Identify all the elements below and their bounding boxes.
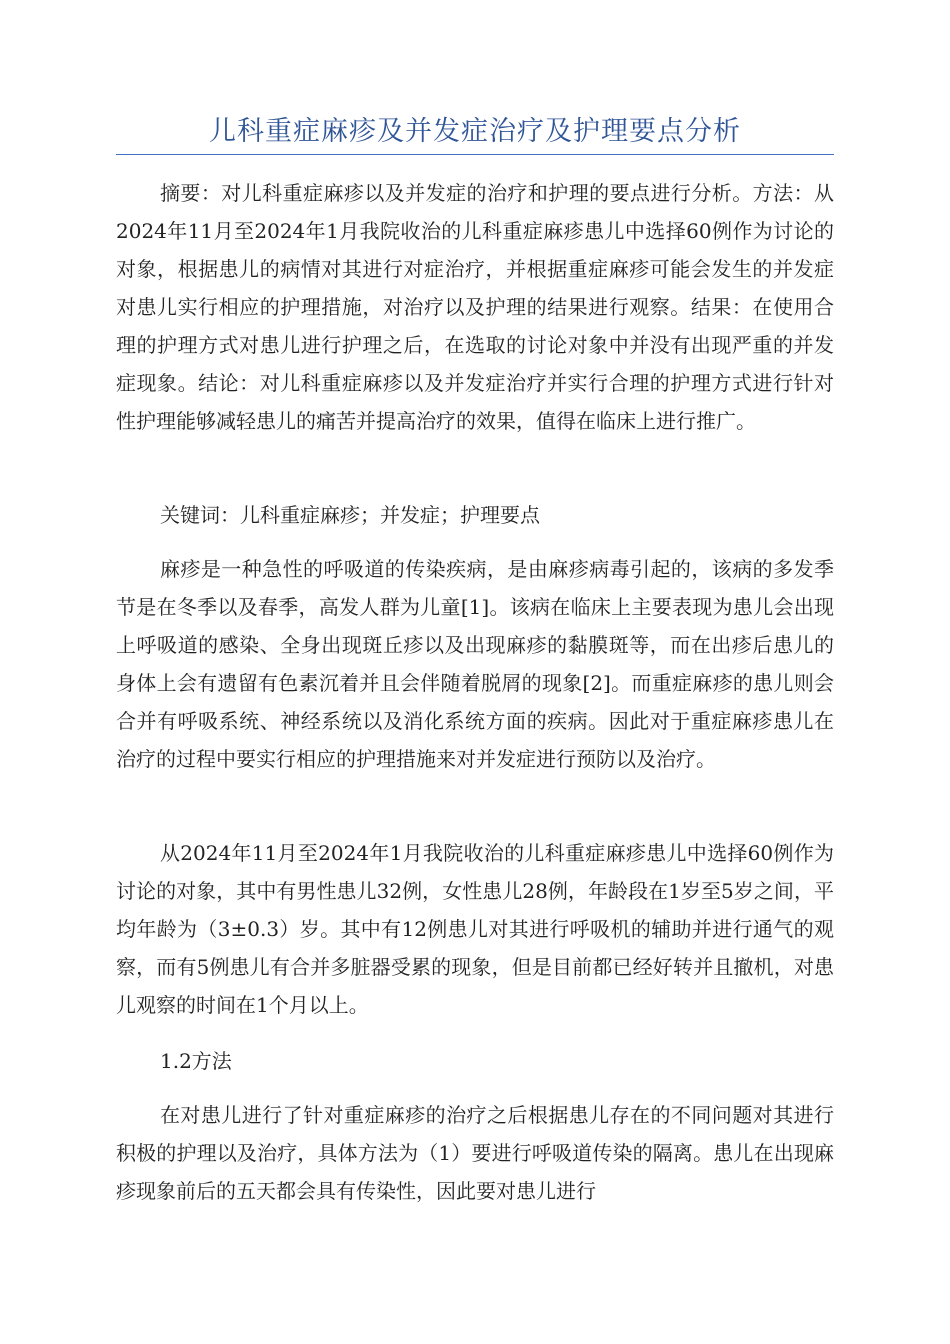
- title-underline: [116, 154, 834, 155]
- intro-paragraph: 麻疹是一种急性的呼吸道的传染疾病，是由麻疹病毒引起的，该病的多发季节是在冬季以及春季，高发人群为儿童[1]。该病在临床上主要表现为患儿会出现上呼吸道的感染、全身出现斑丘疹以及出现麻疹的黏膜斑等，而在出疹后患儿的身体上会有遗留有色素沉着并且会伴随着脱屑的现象[2]。而重症麻疹的患儿则会合并有呼吸系统、神经系统以及消化系统方面的疾病。因此对于重症麻疹患儿在治疗的过程中要实行相应的护理措施来对并发症进行预防以及治疗。: [116, 557, 834, 771]
- method-paragraph: 在对患儿进行了针对重症麻疹的治疗之后根据患儿存在的不同问题对其进行积极的护理以及治疗，具体方法为（1）要进行呼吸道传染的隔离。患儿在出现麻疹现象前后的五天都会具有传染性，因此要对患儿进行: [116, 1103, 834, 1203]
- abstract-paragraph: 摘要：对儿科重症麻疹以及并发症的治疗和护理的要点进行分析。方法：从2024年11月至2024年1月我院收治的儿科重症麻疹患儿中选择60例作为讨论的对象，根据患儿的病情对其进行对症治疗，并根据重症麻疹可能会发生的并发症对患儿实行相应的护理措施，对治疗以及护理的结果进行观察。结果：在使用合理的护理方式对患儿进行护理之后，在选取的讨论对象中并没有出现严重的并发症现象。结论：对儿科重症麻疹以及并发症治疗并实行合理的护理方式进行针对性护理能够减轻患儿的痛苦并提高治疗的效果，值得在临床上进行推广。: [116, 181, 834, 433]
- keywords-paragraph: 关键词：儿科重症麻疹；并发症；护理要点: [160, 503, 540, 527]
- method-heading: 1.2方法: [160, 1049, 232, 1073]
- document-title: 儿科重症麻疹及并发症治疗及护理要点分析: [209, 116, 741, 147]
- general-data-paragraph: 从2024年11月至2024年1月我院收治的儿科重症麻疹患儿中选择60例作为讨论的对象，其中有男性患儿32例，女性患儿28例，年龄段在1岁至5岁之间，平均年龄为（3±0.3）岁。其中有12例患儿对其进行呼吸机的辅助并进行通气的观察，而有5例患儿有合并多脏器受累的现象，但是目前都已经好转并且撤机，对患儿观察的时间在1个月以上。: [116, 841, 834, 1017]
